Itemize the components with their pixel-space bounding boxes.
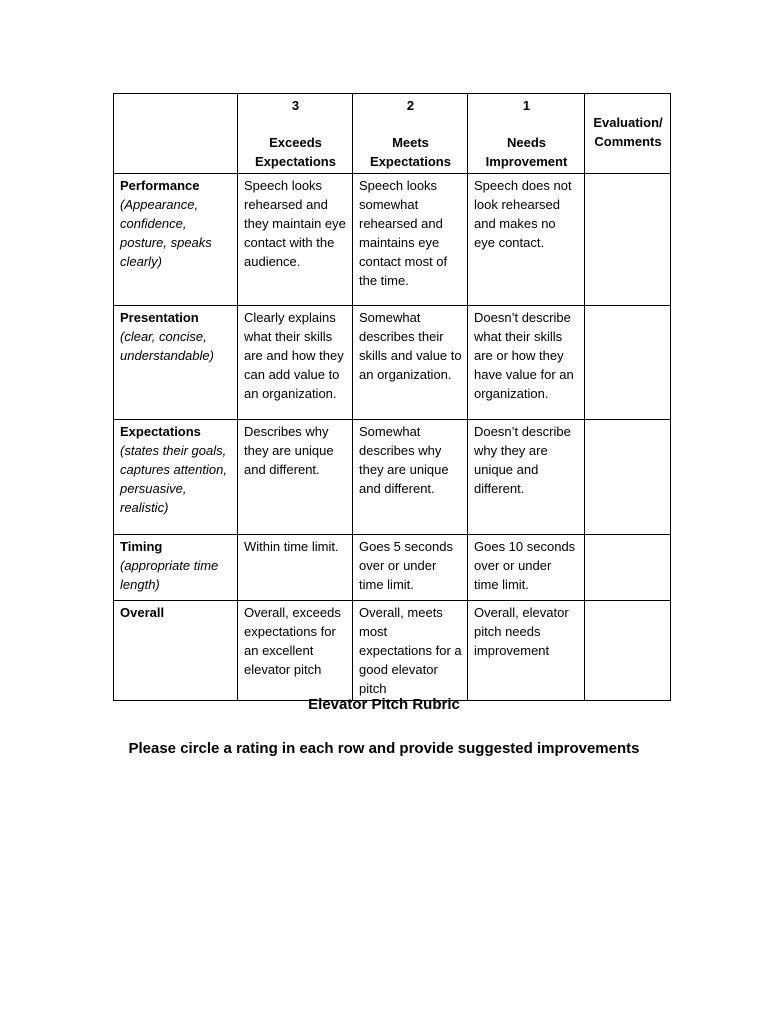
meets-cell[interactable]: Speech looks somewhat rehearsed and maintains eye contact most of the time. [353,174,468,306]
needs-cell[interactable]: Speech does not look rehearsed and makes no eye contact. [468,174,585,306]
exceeds-cell[interactable]: Clearly explains what their skills are and how they can add value to an organization. [238,306,353,420]
exceeds-cell[interactable]: Describes why they are unique and different. [238,420,353,535]
criterion-description: (appropriate time length) [120,558,219,592]
meets-cell[interactable]: Somewhat describes their skills and value to an organization. [353,306,468,420]
needs-cell[interactable]: Doesn’t describe what their skills are or how they have value for an organization. [468,306,585,420]
evaluation-cell[interactable] [585,601,671,701]
exceeds-cell[interactable]: Speech looks rehearsed and they maintain eye contact with the audience. [238,174,353,306]
header-meets-score: 2 [406,98,415,113]
rubric-table [113,93,671,701]
criterion-cell [114,535,238,601]
criterion-cell [114,601,238,701]
rubric-title: Elevator Pitch Rubric [308,696,460,713]
evaluation-cell[interactable] [585,306,671,420]
criterion-name: Performance [120,178,200,193]
evaluation-cell[interactable] [585,420,671,535]
criterion-description: (clear, concise, understandable) [120,329,214,363]
meets-cell[interactable]: Overall, meets most expectations for a good elevator pitch [353,601,468,701]
header-needs-label: Needs Improvement [485,135,568,169]
criterion-cell [114,174,238,306]
criterion-name: Presentation [120,310,199,325]
table-row [114,535,671,601]
exceeds-cell[interactable]: Within time limit. [238,535,353,601]
header-needs-score: 1 [522,98,531,113]
table-row [114,601,671,701]
criterion-cell [114,306,238,420]
needs-cell[interactable]: Overall, elevator pitch needs improvement [468,601,585,701]
header-blank-cell [114,94,238,174]
needs-cell[interactable]: Doesn’t describe why they are unique and different. [468,420,585,535]
criterion-description: (states their goals, captures attention, persuasive, realistic) [120,443,227,515]
criterion-name: Timing [120,539,163,554]
header-exceeds [238,94,353,174]
criterion-name: Expectations [120,424,201,439]
table-row [114,174,671,306]
header-exceeds-label: Exceeds Expectations [255,135,336,169]
meets-cell[interactable]: Somewhat describes why they are unique and different. [353,420,468,535]
header-exceeds-score: 3 [291,98,300,113]
table-row [114,306,671,420]
header-meets-label: Meets Expectations [370,135,451,169]
needs-cell[interactable]: Goes 10 seconds over or under time limit. [468,535,585,601]
table-row [114,420,671,535]
evaluation-cell[interactable] [585,174,671,306]
header-row [114,94,671,174]
evaluation-cell[interactable] [585,535,671,601]
criterion-name: Overall [120,605,165,620]
meets-cell[interactable]: Goes 5 seconds over or under time limit. [353,535,468,601]
header-evaluation: Evaluation/ Comments [585,94,671,174]
header-needs [468,94,585,174]
header-meets [353,94,468,174]
criterion-cell [114,420,238,535]
criterion-description: (Appearance, confidence, posture, speaks clearly) [120,197,212,269]
instruction-text: Please circle a rating in each row and provide suggested improvements [128,740,640,757]
exceeds-cell[interactable]: Overall, exceeds expectations for an excellent elevator pitch [238,601,353,701]
